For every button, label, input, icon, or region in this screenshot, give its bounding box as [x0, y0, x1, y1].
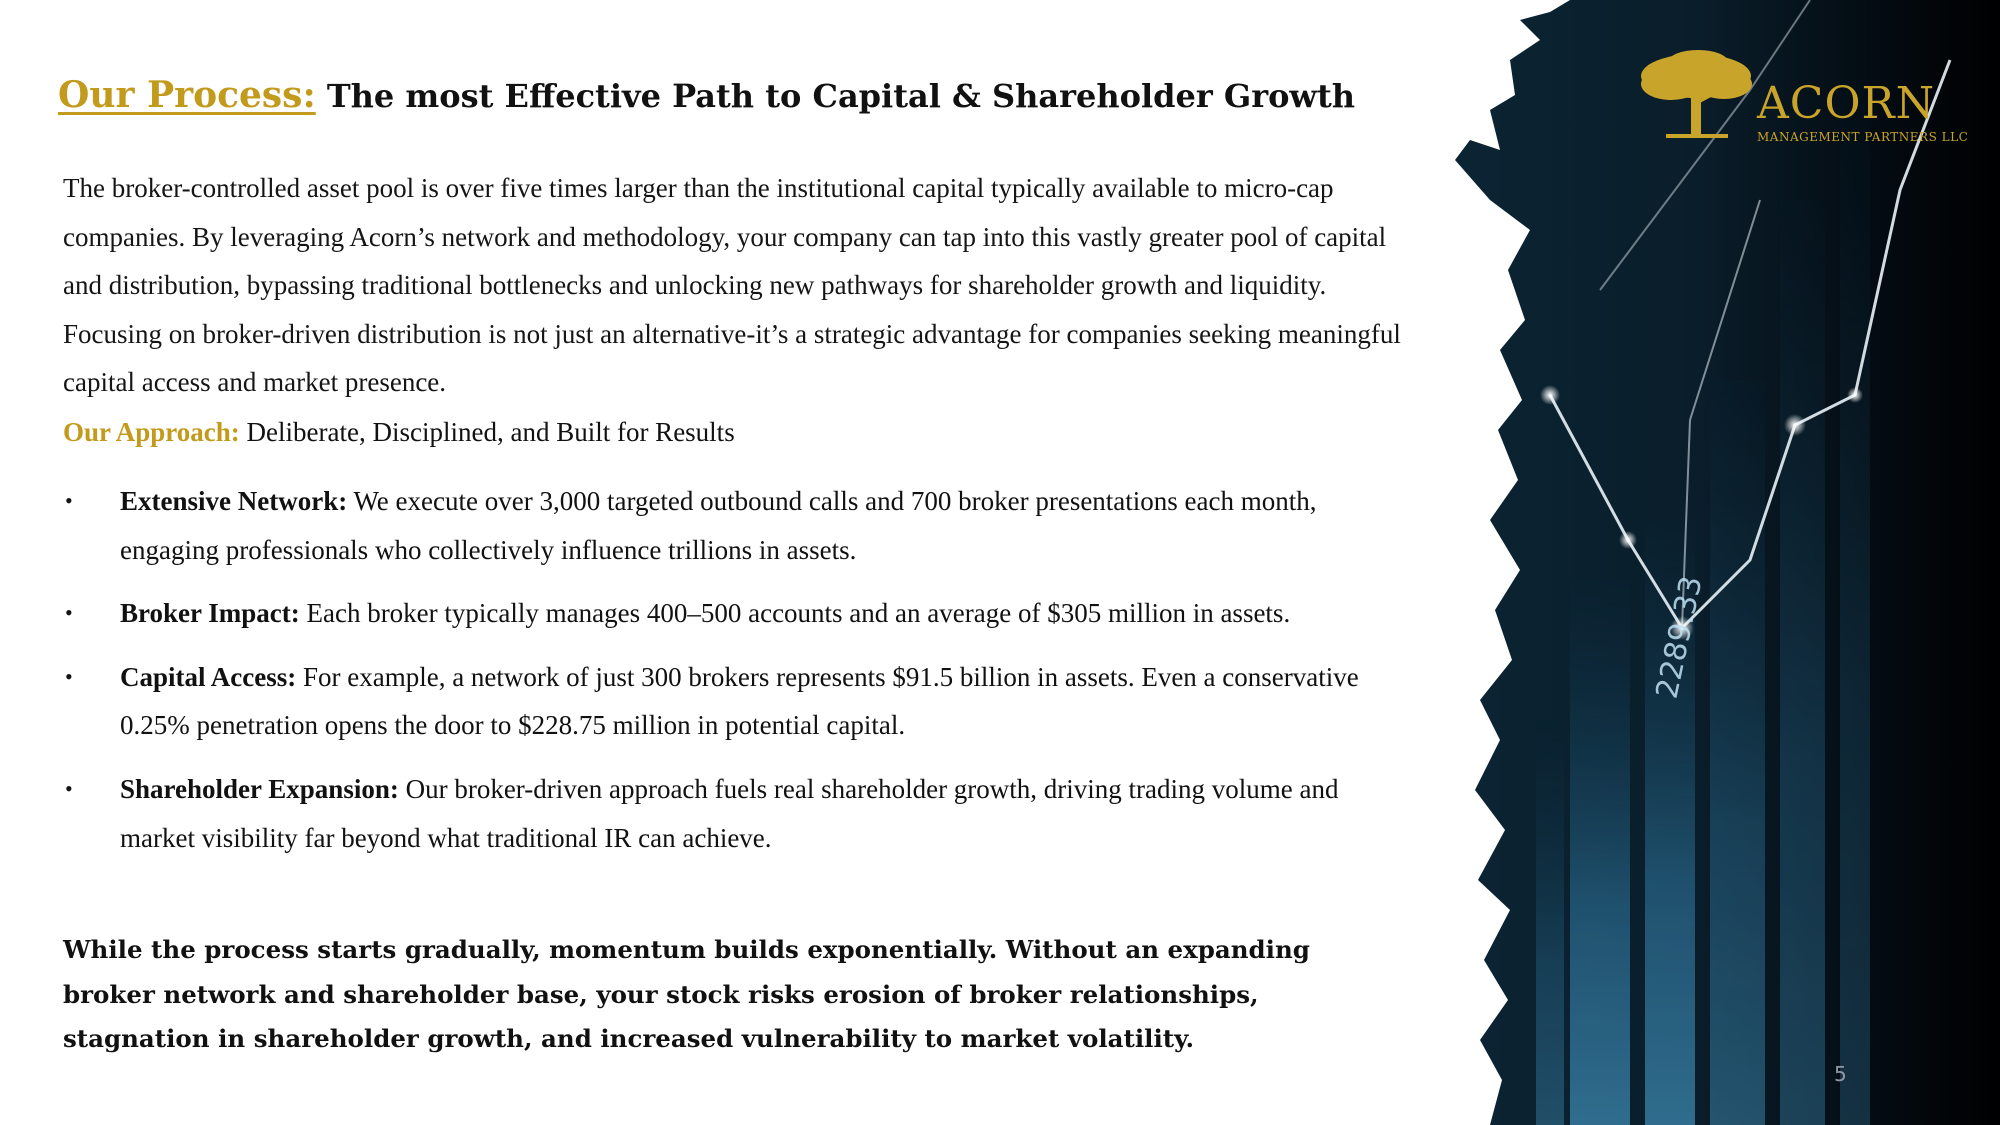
bullet-title: Capital Access: [120, 661, 297, 692]
bullet-text: Each broker typically manages 400–500 accounts and an average of $305 million in assets. [306, 598, 1291, 629]
approach-text: Deliberate, Disciplined, and Built for Results [246, 417, 735, 447]
page-number: 5 [1834, 1062, 1847, 1086]
logo-wordmark: ACORN [1757, 78, 1936, 129]
bullet-item-shareholder-expansion [63, 765, 1408, 862]
bullet-title: Broker Impact: [120, 598, 300, 629]
bullet-title: Shareholder Expansion: [120, 773, 399, 804]
ticker-number: 2289.33 [1649, 573, 1710, 702]
bullet-text: For example, a network of just 300 brokers represents $91.5 billion in assets. Even a conservative 0.25% penetration opens the door to $228.75 million in potential capital. [120, 661, 1359, 741]
closing-statement: While the process starts gradually, momentum builds exponentially. Without an expanding broker network and shareholder base, your stock risks erosion of broker relationships, stagnation in shareholder growth, and increased vulnerability to market volatility. [63, 935, 1310, 1053]
bullet-title: Extensive Network: [120, 486, 348, 516]
financial-art-panel [1450, 0, 2000, 1125]
title-accent: Our Process: [58, 74, 316, 116]
bullet-text: We execute over 3,000 targeted outbound calls and 700 broker presentations each month, engaging professionals who collectively influence trillions in assets. [120, 486, 1317, 565]
bullet-item-extensive-network [63, 477, 1408, 574]
bullet-dot: • [65, 663, 73, 689]
approach-line [63, 417, 735, 448]
bullet-text: Our broker-driven approach fuels real shareholder growth, driving trading volume and market visibility far beyond what traditional IR can achieve. [120, 773, 1339, 853]
approach-label: Our Approach: [63, 417, 240, 447]
bullet-list [63, 477, 1408, 877]
logo-subtitle: MANAGEMENT PARTNERS LLC [1757, 130, 1969, 144]
bullet-item-capital-access [63, 653, 1408, 750]
bullet-dot: • [65, 488, 73, 513]
title-text: The most Effective Path to Capital & Shareholder Growth [326, 77, 1355, 115]
bullet-dot: • [65, 600, 73, 626]
bullet-dot: • [65, 775, 73, 801]
intro-paragraph: The broker-controlled asset pool is over five times larger than the institutional capital typically available to micro-cap companies. By leveraging Acorn’s network and methodology, your company can tap into this vastly greater pool of capital and distribution, bypassing traditional bottlenecks and unlocking new pathways for shareholder growth and liquidity. Focusing on broker-driven distribution is not just an alternative-it’s a strategic advantage for companies seeking meaningful capital access and market presence. [63, 173, 1401, 398]
slide-title [58, 74, 1355, 116]
bullet-item-broker-impact [63, 589, 1408, 638]
